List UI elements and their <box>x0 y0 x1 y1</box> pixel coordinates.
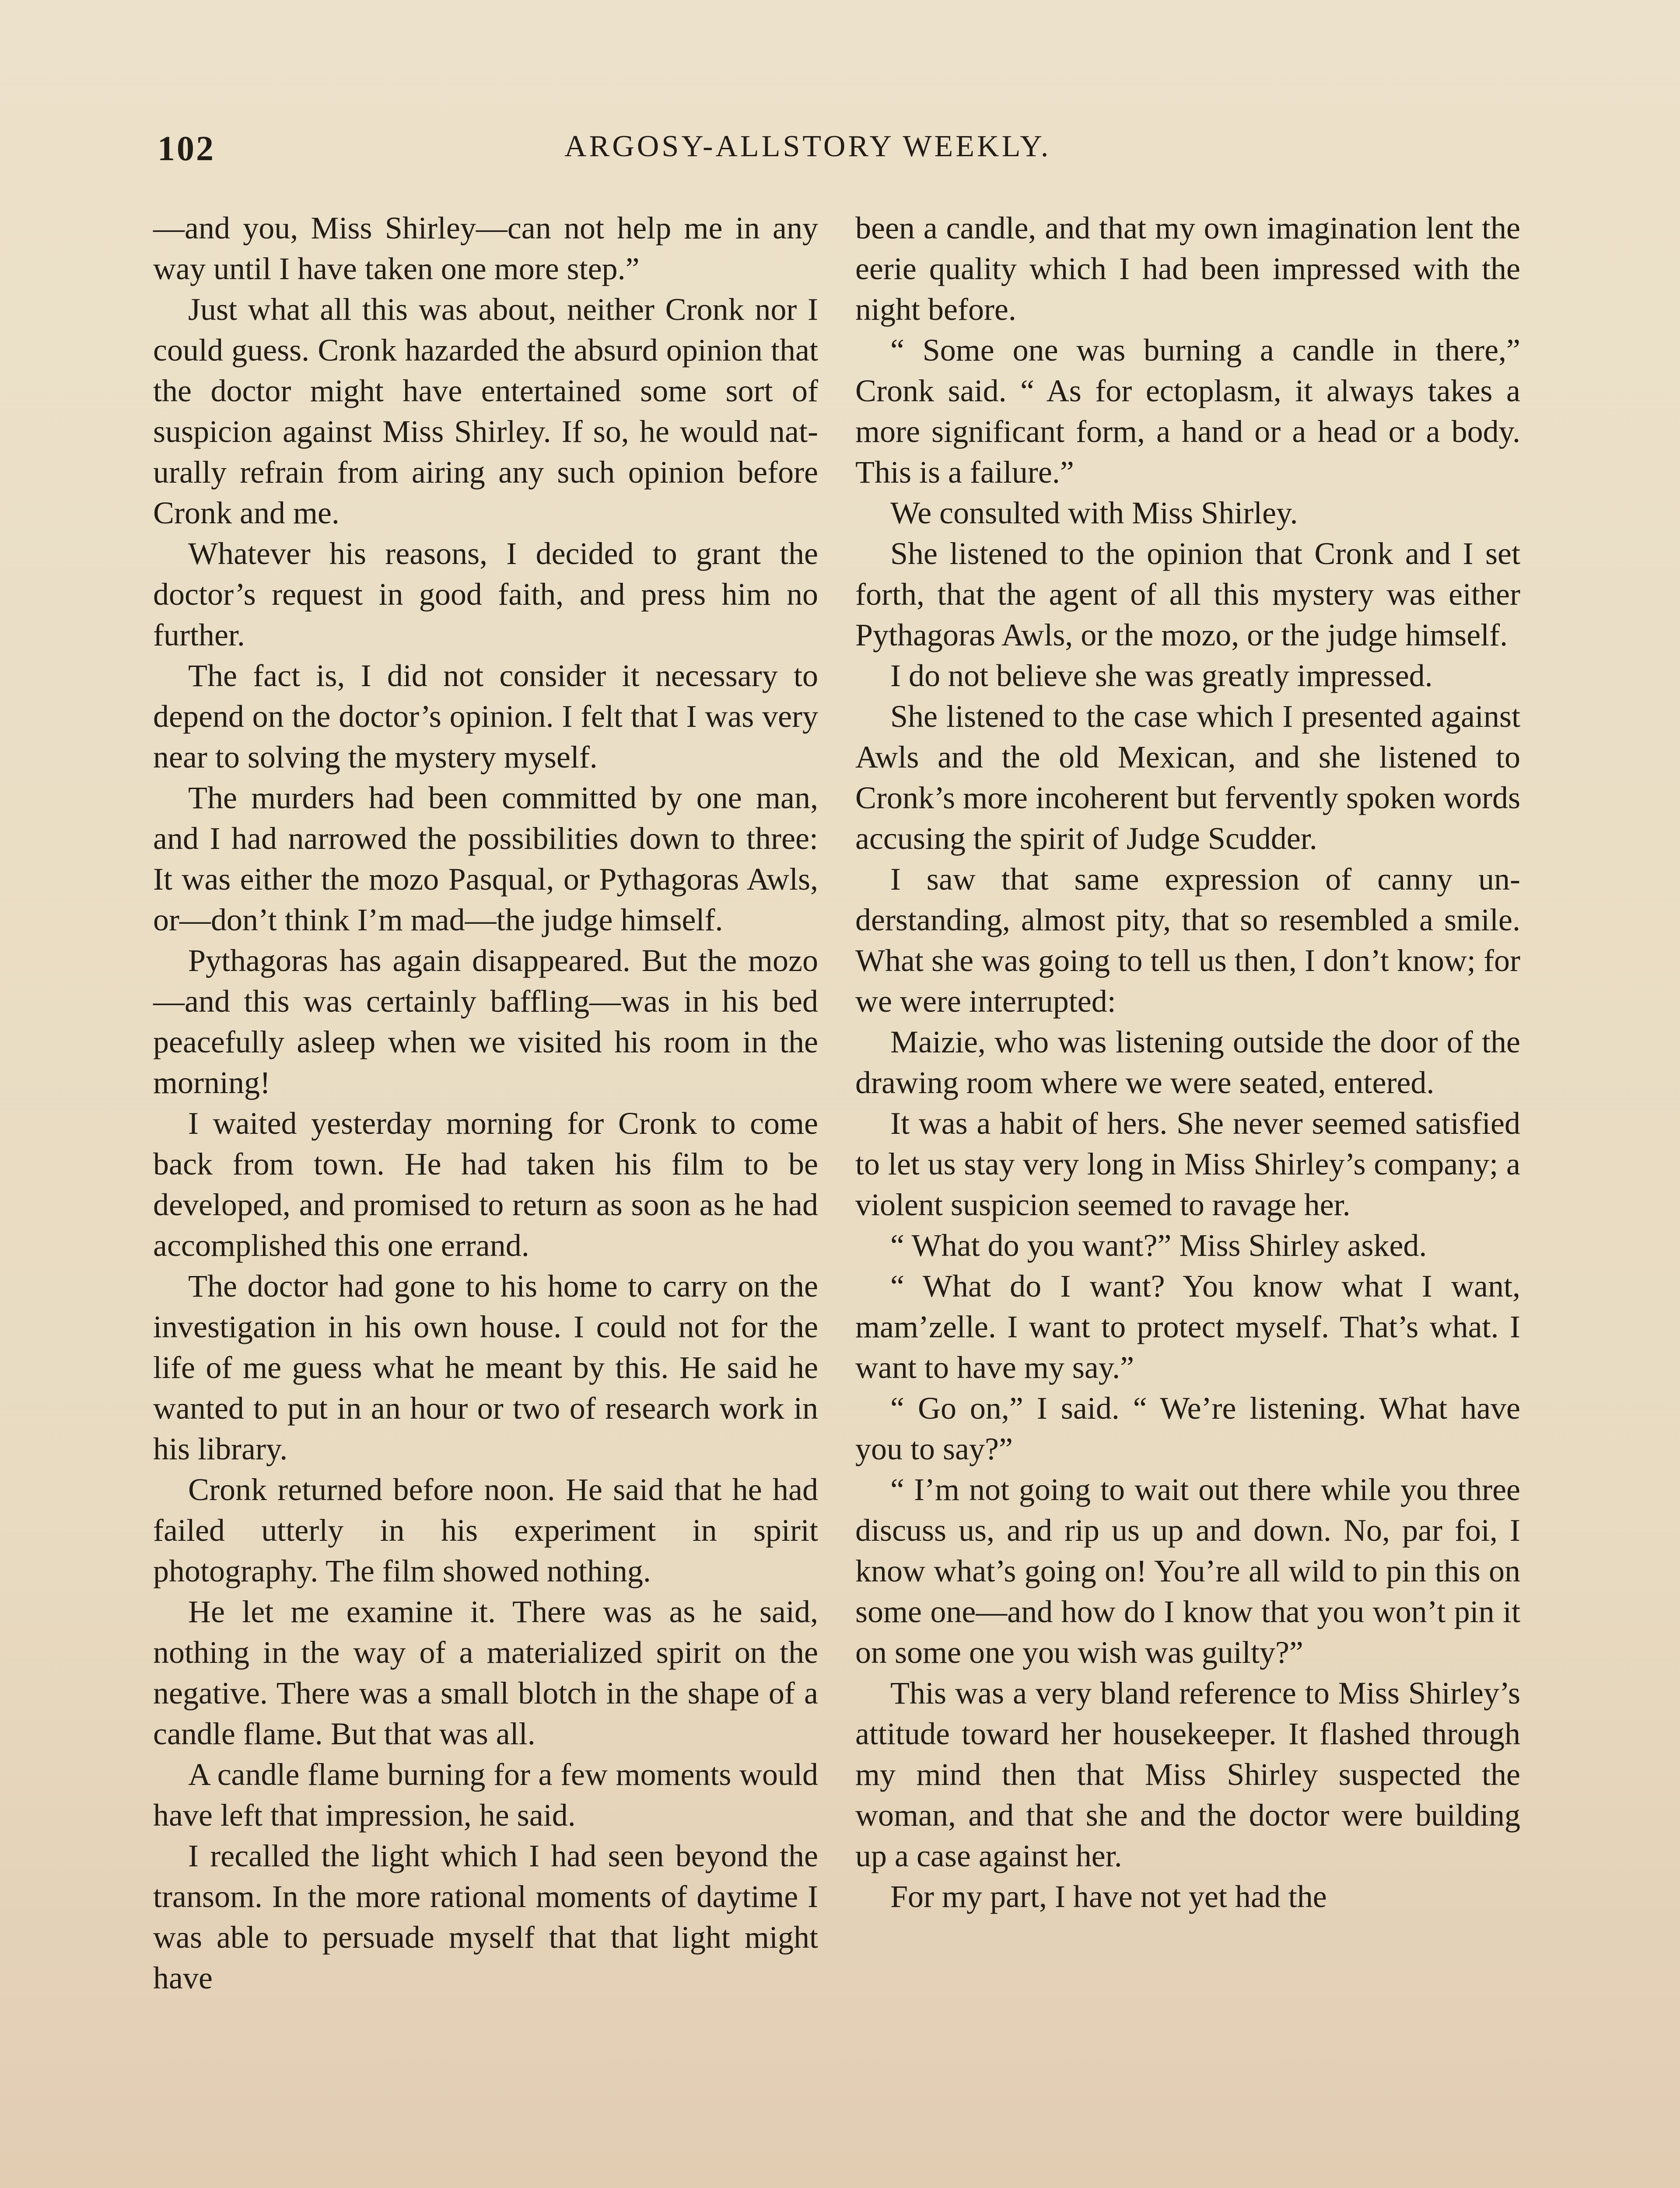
paragraph: “ What do you want?” Miss Shirley asked. <box>890 1228 1427 1263</box>
paragraph: Pythagoras has again disappeared. But the mozo—and this was certainly baffling—was in his bed peacefully asleep when we visited his room in the morning! <box>153 943 818 1100</box>
paragraph: Cronk returned before noon. He said that he had failed utterly in his experiment in spirit photography. The film showed nothing. <box>153 1472 818 1588</box>
paragraph: The doctor had gone to his home to carry on the investigation in his own house. I could not for the life of me guess what he meant by this. He said he wanted to put in an hour or two of research work in his library. <box>153 1269 818 1466</box>
paragraph: I do not believe she was greatly impressed. <box>890 658 1433 693</box>
left-column <box>153 208 818 1999</box>
paragraph: Whatever his reasons, I decided to grant the doctor’s request in good faith, and press him no further. <box>153 536 818 652</box>
paragraph: For my part, I have not yet had the <box>890 1879 1327 1914</box>
right-column <box>855 208 1520 1917</box>
page-number: 102 <box>158 130 215 168</box>
paragraph: —and you, Miss Shirley—can not help me in any way until I have taken one more step.” <box>153 210 818 286</box>
page-header <box>158 129 1536 182</box>
paragraph: “ I’m not going to wait out there while you three discuss us, and rip us up and down. No, par foi, I know what’s going on! You’re all wild to pin this on some one—and how do I know that you won’t pin it on some one you wish was guilty?” <box>855 1472 1520 1670</box>
paragraph: This was a very bland reference to Miss Shirley’s attitude toward her housekeeper. It flashed through my mind then that Miss Shirley suspected the woman, and that she and the doctor were building up a case against her. <box>855 1676 1520 1873</box>
paragraph: It was a habit of hers. She never seemed satisfied to let us stay very long in Miss Shirley’s company; a violent suspicion seemed to ravage her. <box>855 1106 1520 1222</box>
running-head: ARGOSY-ALLSTORY WEEKLY. <box>564 130 1051 163</box>
paragraph: I saw that same expression of canny understanding, almost pity, that so resembled a smile. What she was going to tell us then, I don’t know; for we were interrupted: <box>855 862 1520 1019</box>
paragraph: Maizie, who was listening outside the door of the drawing room where we were seated, entered. <box>855 1024 1520 1100</box>
paragraph: Just what all this was about, neither Cronk nor I could guess. Cronk hazarded the absurd opinion that the doctor might have entertained some sort of suspicion against Miss Shirley. If so, he would naturally refrain from airing any such opinion before Cronk and me. <box>153 292 818 530</box>
paragraph: been a candle, and that my own imagination lent the eerie quality which I had been impressed with the night before. <box>855 210 1520 327</box>
paragraph: “ Go on,” I said. “ We’re listening. What have you to say?” <box>855 1391 1520 1466</box>
paragraph: The murders had been committed by one man, and I had narrowed the possibilities down to three: It was either the mozo Pasqual, or Pythagoras Awls, or—don’t think I’m mad—the judge himself. <box>153 780 818 937</box>
paragraph: “ What do I want? You know what I want, mam’zelle. I want to protect myself. That’s what. I want to have my say.” <box>855 1269 1520 1385</box>
paragraph: We consulted with Miss Shirley. <box>890 495 1298 530</box>
paragraph: “ Some one was burning a candle in there,” Cronk said. “ As for ectoplasm, it always takes a more significant form, a hand or a head or a body. This is a failure.” <box>855 333 1520 490</box>
paragraph: She listened to the opinion that Cronk and I set forth, that the agent of all this mystery was either Pythagoras Awls, or the mozo, or the judge himself. <box>855 536 1520 652</box>
paragraph: The fact is, I did not consider it necessary to depend on the doctor’s opinion. I felt that I was very near to solving the mystery myself. <box>153 658 818 775</box>
paragraph: I waited yesterday morning for Cronk to come back from town. He had taken his film to be developed, and promised to return as soon as he had accomplished this one errand. <box>153 1106 818 1263</box>
paragraph: I recalled the light which I had seen beyond the transom. In the more rational moments of daytime I was able to persuade myself that that light might have <box>153 1838 818 1995</box>
paragraph: She listened to the case which I presented against Awls and the old Mexican, and she listened to Cronk’s more incoherent but fervently spoken words accusing the spirit of Judge Scudder. <box>855 699 1520 856</box>
paragraph: A candle flame burning for a few moments would have left that impression, he said. <box>153 1757 818 1833</box>
paragraph: He let me examine it. There was as he said, nothing in the way of a materialized spirit on the negative. There was a small blotch in the shape of a candle flame. But that was all. <box>153 1594 818 1751</box>
